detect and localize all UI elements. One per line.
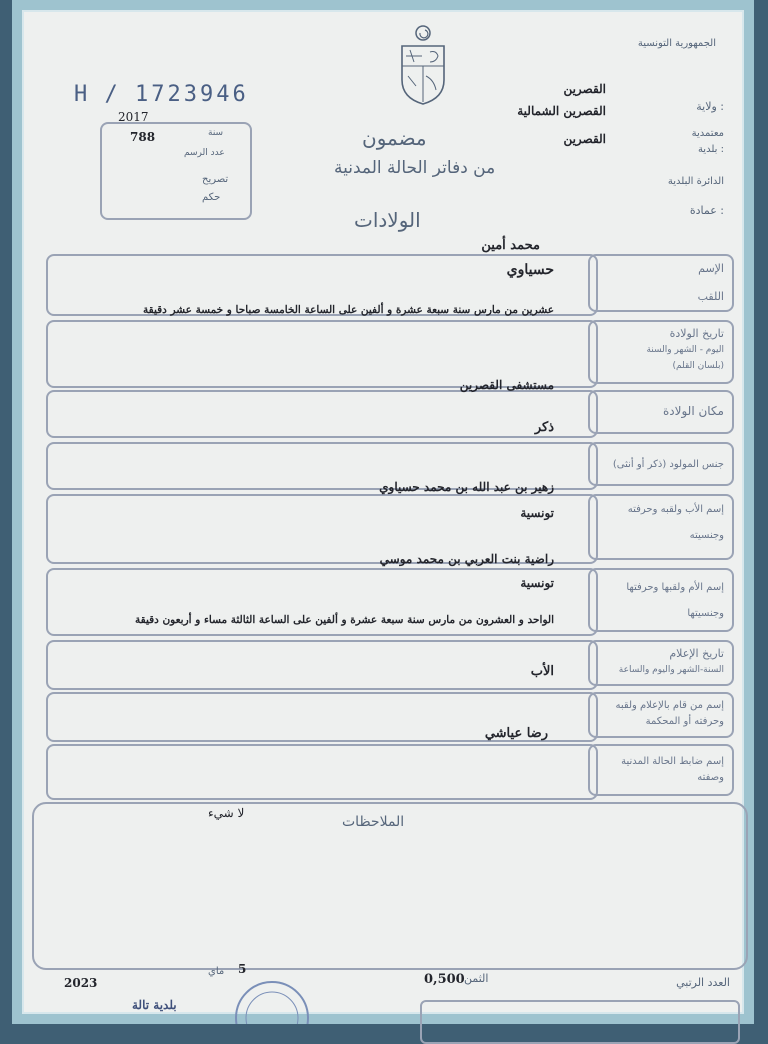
record-number-value: 788 [130, 130, 156, 144]
value-surname: حسياوي [506, 262, 554, 278]
title-registers: من دفاتر الحالة المدنية [334, 158, 496, 178]
label-declaration-date-detail: السنة-الشهر واليوم والساعة [618, 665, 724, 675]
bottom-note-box [420, 1000, 740, 1044]
title-births: الولادات [354, 208, 421, 232]
record-year-value: 2017 [118, 110, 149, 124]
record-info-box [100, 122, 252, 220]
value-first-name: محمد أمين [481, 238, 540, 253]
value-father-name: زهير بن عبد الله بن محمد حسياوي [379, 480, 554, 494]
value-box-declaration-date [46, 640, 598, 690]
birth-certificate-page [12, 0, 754, 1024]
value-birth-date: عشرين من مارس سنة سبعة عشرة و ألفين على الساعة الخامسة صباحا و خمسة عشر دقيقة [143, 304, 554, 316]
label-box-birth-place [588, 390, 734, 434]
signature-text: بلدية تالة [132, 998, 177, 1012]
label-box-mother [588, 568, 734, 632]
label-birth-date-detail: اليوم - الشهر والسنة [646, 345, 724, 355]
label-declarant-detail: وحرفته أو المحكمة [645, 716, 724, 727]
remarks-value: لا شيء [208, 806, 245, 820]
title-extract: مضمون [362, 126, 427, 150]
judgment-label: حكم [202, 192, 221, 203]
declaration-label: تصريح [202, 174, 229, 185]
wilaya-value: القصرين [563, 82, 606, 96]
label-mother: إسم الأم ولقبها وحرفتها [626, 582, 724, 593]
value-declarant: الأب [530, 664, 554, 679]
serial-number-label: العدد الرتبي [676, 976, 730, 989]
value-registrar: رضا عياشي [484, 726, 548, 741]
date-year: 2023 [64, 976, 98, 990]
label-mother-nationality: وجنسيتها [687, 608, 724, 619]
date-month: ماي [208, 966, 225, 977]
delegation-value: القصرين الشمالية [517, 104, 606, 118]
label-surname: اللقب [697, 290, 724, 303]
label-box-sex [588, 442, 734, 486]
price-label: الثمن [464, 972, 489, 985]
label-box-declarant [588, 692, 734, 738]
republic-label: الجمهورية التونسية [637, 38, 716, 49]
label-birth-place: مكان الولادة [662, 404, 724, 418]
label-father: إسم الأب ولقبه وحرفته [627, 504, 724, 515]
omda-label: عمادة : [689, 204, 724, 217]
official-stamp-icon [230, 976, 314, 1024]
delegation-label: معتمدية [691, 128, 724, 139]
value-box-birth-place [46, 390, 598, 438]
label-box-registrar [588, 744, 734, 796]
wilaya-label: ولاية : [696, 100, 724, 113]
value-mother-nationality: تونسية [520, 576, 554, 590]
label-birth-date: تاريخ الولادة [669, 327, 724, 340]
label-registrar-title: وصفته [697, 772, 724, 783]
label-declaration-date: تاريخ الإعلام [669, 647, 724, 660]
serial-number: H / 1723946 [74, 82, 249, 107]
label-declarant: إسم من قام بالإعلام ولقبه [615, 700, 724, 711]
municipality-label: بلدية : [697, 144, 724, 155]
value-birth-place: مستشفى القصرين [459, 378, 554, 392]
value-mother-name: راضية بنت العربي بن محمد موسي [379, 552, 554, 566]
label-box-name [588, 254, 734, 312]
label-father-nationality: وجنسيته [689, 530, 724, 541]
municipal-district-label: الدائرة البلدية [667, 176, 724, 187]
label-first-name: الإسم [698, 262, 724, 275]
tunisia-emblem-icon [396, 24, 450, 106]
value-father-nationality: تونسية [520, 506, 554, 520]
label-box-declaration-date [588, 640, 734, 686]
label-box-birth-date [588, 320, 734, 384]
remarks-label: الملاحظات [342, 814, 405, 830]
record-number-label: عدد الرسم [184, 148, 225, 158]
price-value: 0,500 [424, 972, 465, 987]
label-registrar: إسم ضابط الحالة المدنية [621, 756, 724, 767]
value-box-registrar [46, 744, 598, 800]
record-year-label: سنة [208, 128, 224, 138]
label-sex: جنس المولود (ذكر أو أنثى) [612, 459, 724, 470]
value-sex: ذكر [534, 420, 554, 435]
date-day: 5 [238, 962, 247, 976]
municipality-value: القصرين [563, 132, 606, 146]
label-birth-date-words: (بلسان القلم) [672, 361, 724, 371]
value-declaration-date: الواحد و العشرون من مارس سنة سبعة عشرة و ألفين على الساعة الثالثة مساء و أربعون دقيقة [135, 614, 554, 626]
label-box-father [588, 494, 734, 560]
